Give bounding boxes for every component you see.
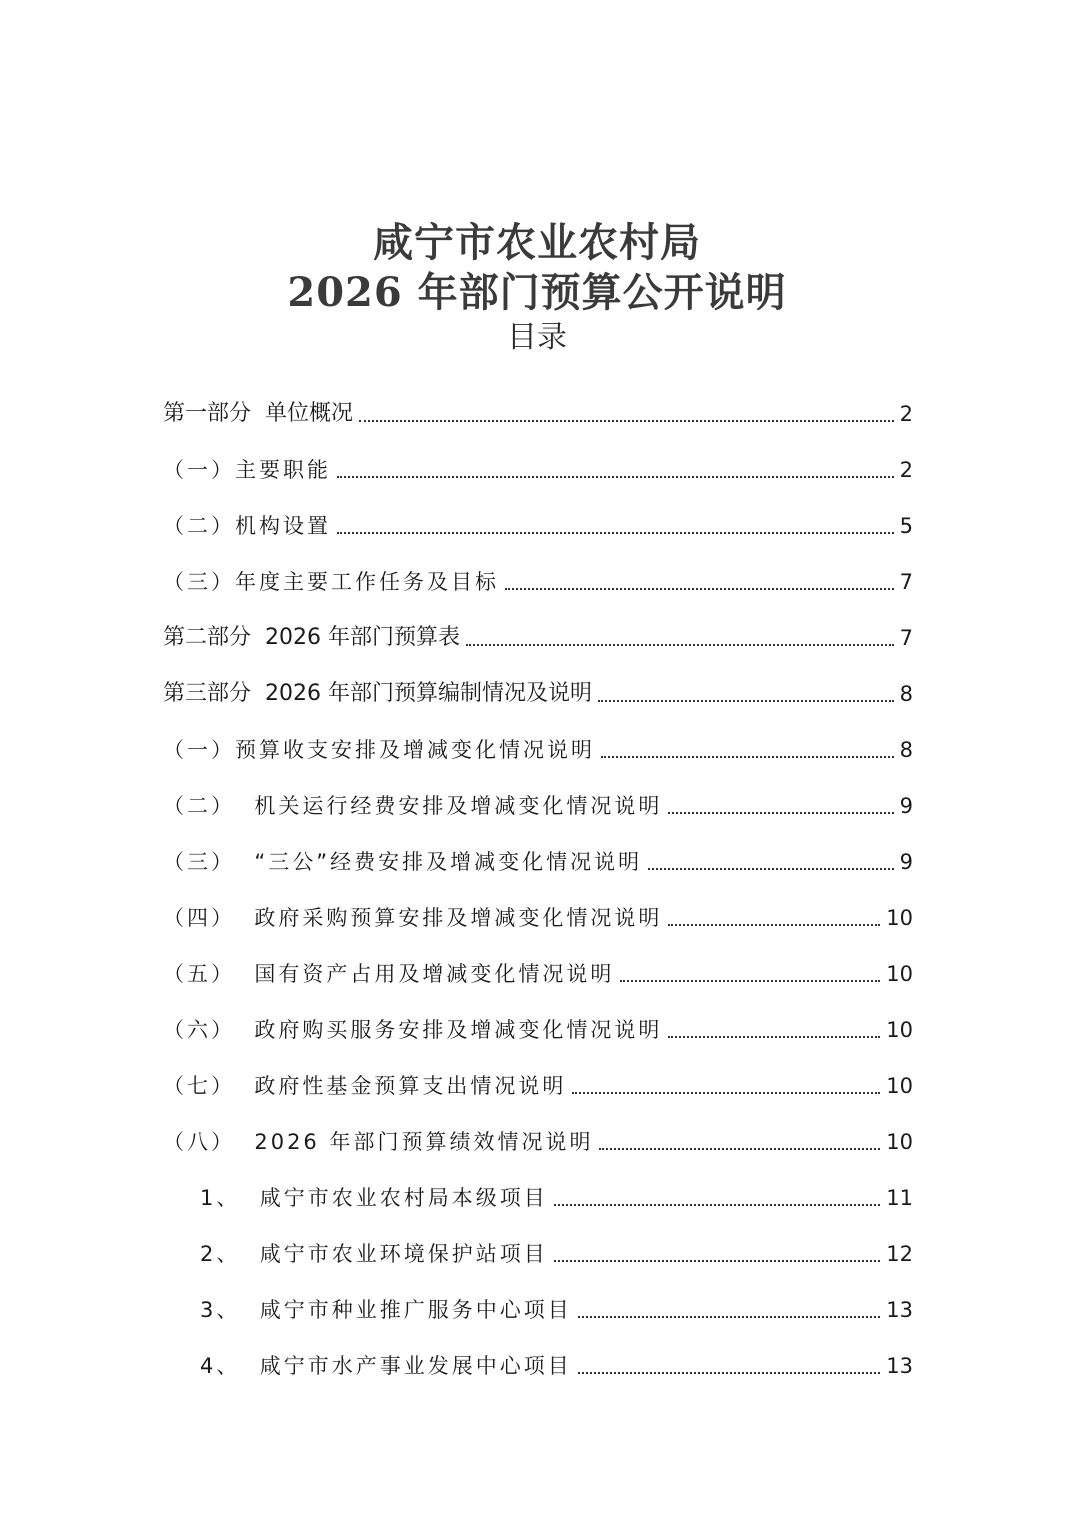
toc-entry-3-4[interactable]: [163, 876, 913, 932]
title-line-1: 咸宁市农业农村局: [373, 219, 701, 266]
toc-entry-label: （六） 政府购买服务安排及增减变化情况说明: [163, 1018, 663, 1042]
toc-entry-3-7[interactable]: [163, 1044, 913, 1100]
toc-page-number: 10: [886, 1018, 913, 1042]
toc-page-number: 11: [886, 1186, 913, 1210]
toc-entry-label: （八） 2026 年部门预算绩效情况说明: [163, 1130, 594, 1154]
toc-entry-3-3[interactable]: [163, 820, 913, 876]
toc-page-number: 10: [886, 962, 913, 986]
toc-entry-3-6[interactable]: [163, 988, 913, 1044]
toc-entry-label: 4、 咸宁市水产事业发展中心项目: [200, 1354, 572, 1378]
toc-entry-3-8-3[interactable]: [200, 1268, 913, 1324]
toc-dot-leader: [337, 532, 894, 534]
toc-dot-leader: [668, 812, 893, 814]
toc-entry-part-2[interactable]: [163, 596, 913, 652]
toc-entry-3-5[interactable]: [163, 932, 913, 988]
toc-dot-leader: [668, 924, 880, 926]
toc-dot-leader: [601, 756, 894, 758]
toc-entry-label: （三） “三公”经费安排及增减变化情况说明: [163, 850, 643, 874]
toc-entry-1-2[interactable]: [163, 484, 913, 540]
toc-entry-label: （一）主要职能: [163, 458, 331, 482]
toc-entry-label: （四） 政府采购预算安排及增减变化情况说明: [163, 906, 663, 930]
toc-dot-leader: [648, 868, 894, 870]
toc-entry-label: （一）预算收支安排及增减变化情况说明: [163, 738, 595, 762]
toc-entry-label: 第一部分 单位概况: [163, 401, 353, 426]
toc-entry-3-2[interactable]: [163, 764, 913, 820]
toc-entry-3-8-2[interactable]: [200, 1212, 913, 1268]
toc-heading: 目录: [507, 320, 567, 355]
toc-entry-label: （三）年度主要工作任务及目标: [163, 570, 499, 594]
toc-entry-3-8[interactable]: [163, 1100, 913, 1156]
toc-dot-leader: [598, 700, 894, 702]
toc-page-number: 10: [886, 1130, 913, 1154]
toc-entry-1-3[interactable]: [163, 540, 913, 596]
toc-page-number: 2: [899, 458, 913, 482]
toc-page-number: 7: [899, 570, 913, 594]
toc-entry-label: （五） 国有资产占用及增减变化情况说明: [163, 962, 615, 986]
toc-page-number: 5: [899, 514, 913, 538]
toc-dot-leader: [466, 644, 894, 646]
toc-entry-label: （二） 机关运行经费安排及增减变化情况说明: [163, 794, 663, 818]
toc-dot-leader: [668, 1036, 880, 1038]
toc-dot-leader: [572, 1092, 880, 1094]
toc-page-number: 12: [886, 1242, 913, 1266]
document-title: [0, 218, 1074, 318]
toc-entry-label: 第三部分 2026 年部门预算编制情况及说明: [163, 681, 592, 706]
toc-dot-leader: [505, 588, 894, 590]
toc-dot-leader: [554, 1260, 881, 1262]
toc-entry-label: （二）机构设置: [163, 514, 331, 538]
toc-page-number: 9: [899, 850, 913, 874]
toc-page-number: 2: [899, 402, 913, 426]
toc-entry-3-8-1[interactable]: [200, 1156, 913, 1212]
toc-page-number: 10: [886, 906, 913, 930]
toc-entry-3-8-4[interactable]: [200, 1324, 913, 1380]
toc-dot-leader: [578, 1372, 881, 1374]
toc-page-number: 10: [886, 1074, 913, 1098]
toc-dot-leader: [337, 476, 894, 478]
toc-entry-label: 第二部分 2026 年部门预算表: [163, 625, 460, 650]
title-line-2: 2026 年部门预算公开说明: [287, 269, 787, 316]
toc-entry-label: 3、 咸宁市种业推广服务中心项目: [200, 1298, 572, 1322]
toc-dot-leader: [554, 1204, 881, 1206]
toc-page-number: 8: [899, 682, 913, 706]
toc-entry-label: 2、 咸宁市农业环境保护站项目: [200, 1242, 548, 1266]
toc-dot-leader: [359, 420, 894, 422]
toc-page-number: 7: [899, 626, 913, 650]
toc-page-number: 13: [886, 1354, 913, 1378]
toc-entry-label: 1、 咸宁市农业农村局本级项目: [200, 1186, 548, 1210]
toc-entry-part-1[interactable]: [163, 372, 913, 428]
toc-page-number: 9: [899, 794, 913, 818]
toc-entry-label: （七） 政府性基金预算支出情况说明: [163, 1074, 567, 1098]
toc-page-number: 8: [899, 738, 913, 762]
toc-page-number: 13: [886, 1298, 913, 1322]
toc-dot-leader: [578, 1316, 881, 1318]
toc-dot-leader: [599, 1148, 880, 1150]
toc-entry-part-3[interactable]: [163, 652, 913, 708]
toc-entry-1-1[interactable]: [163, 428, 913, 484]
toc-entry-3-1[interactable]: [163, 708, 913, 764]
toc-dot-leader: [620, 980, 880, 982]
